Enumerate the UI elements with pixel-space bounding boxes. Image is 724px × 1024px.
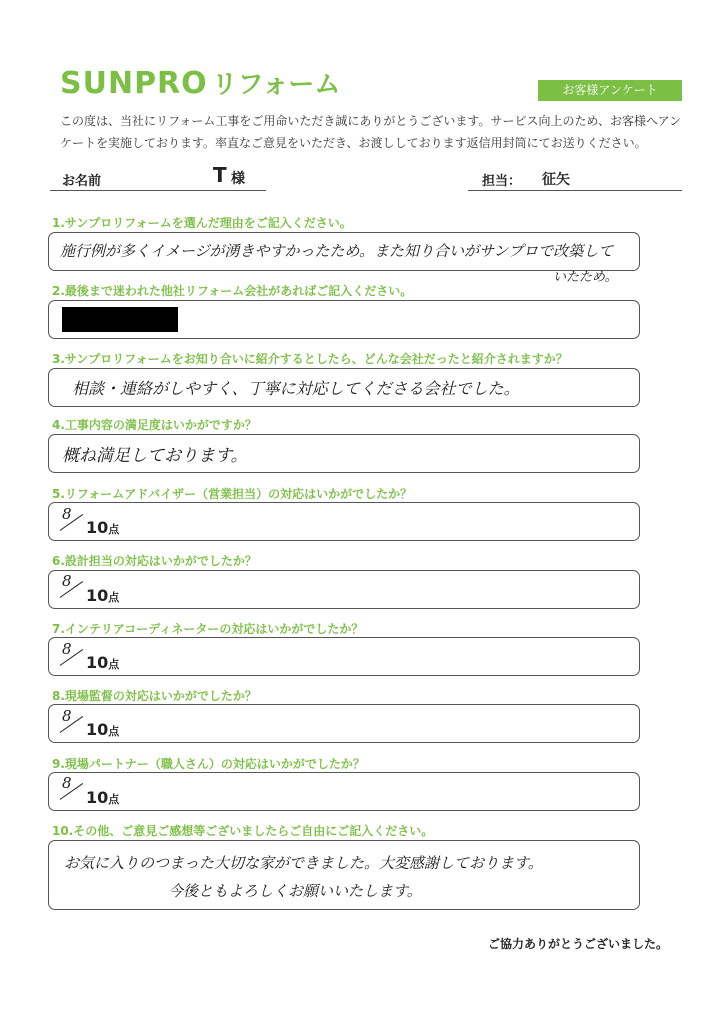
question-label: 5.リフォームアドバイザー（営業担当）の対応はいかがでしたか？ — [52, 487, 413, 501]
staff-underline — [468, 190, 682, 191]
question-label: 7.インテリアコーディネーターの対応はいかがでしたか？ — [52, 622, 364, 636]
handwritten-answer: 相談・連絡がしやすく、丁寧に対応してくださる会社でした。 — [72, 379, 520, 398]
honorific: 様 — [231, 171, 245, 187]
handwritten-answer-cont: 今後ともよろしくお願いいたします。 — [168, 882, 422, 900]
score-max: 10点 — [86, 653, 120, 672]
score-value: 8 — [62, 640, 72, 658]
question-label: 4.工事内容の満足度はいかがですか？ — [52, 418, 257, 432]
score-value: 8 — [62, 505, 72, 523]
handwritten-answer: お気に入りのつまった大切な家ができました。大変感謝しております。 — [64, 854, 543, 872]
score-box-7[interactable] — [48, 637, 640, 676]
logo-brand: SUNPRO — [60, 66, 208, 101]
question-label: 2.最後まで迷われた他社リフォーム会社があればご記入ください。 — [52, 284, 413, 298]
staff-label: 担当： — [482, 174, 522, 189]
question-label: 6.設計担当の対応はいかがでしたか？ — [52, 554, 257, 568]
question-label: 8.現場監督の対応はいかがでしたか？ — [52, 689, 257, 703]
score-value: 8 — [62, 707, 72, 725]
score-value: 8 — [62, 774, 72, 792]
logo-sub: リフォーム — [211, 70, 341, 100]
survey-badge: お客様アンケート — [538, 80, 682, 101]
score-max: 10点 — [86, 720, 120, 739]
thanks-text: ご協力ありがとうございました。 — [488, 937, 669, 951]
question-label: 3.サンプロリフォームをお知り合いに紹介するとしたら、どんな会社だったと紹介されますか？ — [52, 352, 568, 366]
name-label: お名前 — [62, 174, 102, 189]
handwritten-answer: 施行例が多くイメージが湧きやすかったため。また知り合いがサンプロで改築して — [60, 242, 614, 260]
question-label: 1.サンプロリフォームを選んだ理由をご記入ください。 — [52, 216, 352, 230]
score-box-5[interactable] — [48, 502, 640, 541]
score-box-9[interactable] — [48, 772, 640, 811]
score-max: 10点 — [86, 518, 120, 537]
handwritten-answer: 概ね満足しております。 — [62, 446, 248, 466]
sunpro-logo — [60, 64, 340, 101]
score-box-6[interactable] — [48, 570, 640, 609]
score-max: 10点 — [86, 788, 120, 807]
staff-value: 征矢 — [542, 172, 570, 188]
question-label: 10.その他、ご意見ご感想等ございましたらご自由にご記入ください。 — [52, 824, 434, 838]
handwritten-answer-cont: いたため。 — [553, 270, 618, 285]
redacted-block — [62, 307, 178, 332]
question-label: 9.現場パートナー（職人さん）の対応はいかがでしたか？ — [52, 757, 365, 771]
name-underline — [50, 190, 266, 191]
intro-text: この度は、当社にリフォーム工事をご用命いただき誠にありがとうございます。サービス向上のため、お客様へアンケートを実施しております。率直なご意見をいただき、お渡ししております返信用封筒にてお送りください。 — [60, 114, 682, 150]
score-max: 10点 — [86, 586, 120, 605]
score-value: 8 — [62, 572, 72, 590]
score-box-8[interactable] — [48, 704, 640, 743]
name-value: T — [213, 163, 227, 187]
